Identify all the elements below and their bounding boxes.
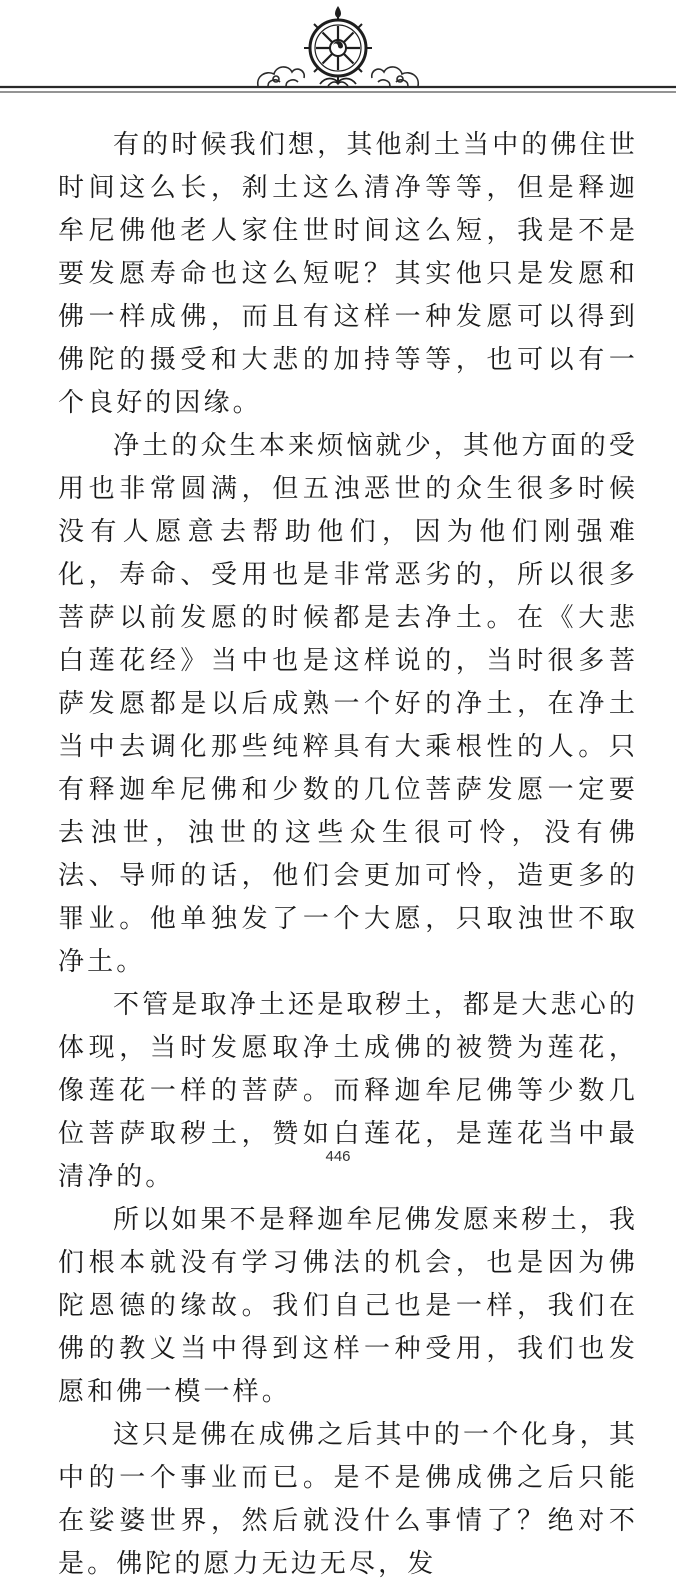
- cloud-scroll-icon: [258, 67, 305, 86]
- cloud-scroll-icon: [372, 67, 419, 86]
- paragraph: 这只是佛在成佛之后其中的一个化身，其中的一个事业而已。是不是佛成佛之后只能在娑婆世界，然后就没什么事情了？绝对不是。佛陀的愿力无边无尽，发: [58, 1420, 638, 1579]
- paragraph: 不管是取净土还是取秽土，都是大悲心的体现，当时发愿取净土成佛的被赞为莲花，像莲花一样的菩萨。而释迦牟尼佛等少数几位菩萨取秽土，赞如白莲花，是莲花当中最清净的。: [58, 990, 638, 1192]
- header-ornament: [0, 0, 676, 110]
- dharma-wheel-icon: [304, 6, 372, 86]
- paragraph: 净土的众生本来烦恼就少，其他方面的受用也非常圆满，但五浊恶世的众生很多时候没有人愿意去帮助他们，因为他们刚强难化，寿命、受用也是非常恶劣的，所以很多菩萨以前发愿的时候都是去净土。在《大悲白莲花经》当中也是这样说的，当时很多菩萨发愿都是以后成熟一个好的净土，在净土当中去调化那些纯粹具有大乘根性的人。只有释迦牟尼佛和少数的几位菩萨发愿一定要去浊世，浊世的这些众生很可怜，没有佛法、导师的话，他们会更加可怜，造更多的罪业。他单独发了一个大愿，只取浊世不取净土。: [58, 431, 638, 977]
- main-text: [58, 124, 638, 1586]
- page-number: 446: [325, 1148, 351, 1165]
- paragraph: 所以如果不是释迦牟尼佛发愿来秽土，我们根本就没有学习佛法的机会，也是因为佛陀恩德的缘故。我们自己也是一样，我们在佛的教义当中得到这样一种受用，我们也发愿和佛一模一样。: [58, 1205, 638, 1407]
- page-header: [0, 0, 676, 110]
- paragraph: 有的时候我们想，其他刹土当中的佛住世时间这么长，刹土这么清净等等，但是释迦牟尼佛他老人家住世时间这么短，我是不是要发愿寿命也这么短呢？其实他只是发愿和佛一样成佛，而且有这样一种发愿可以得到佛陀的摄受和大悲的加持等等，也可以有一个良好的因缘。: [58, 130, 638, 418]
